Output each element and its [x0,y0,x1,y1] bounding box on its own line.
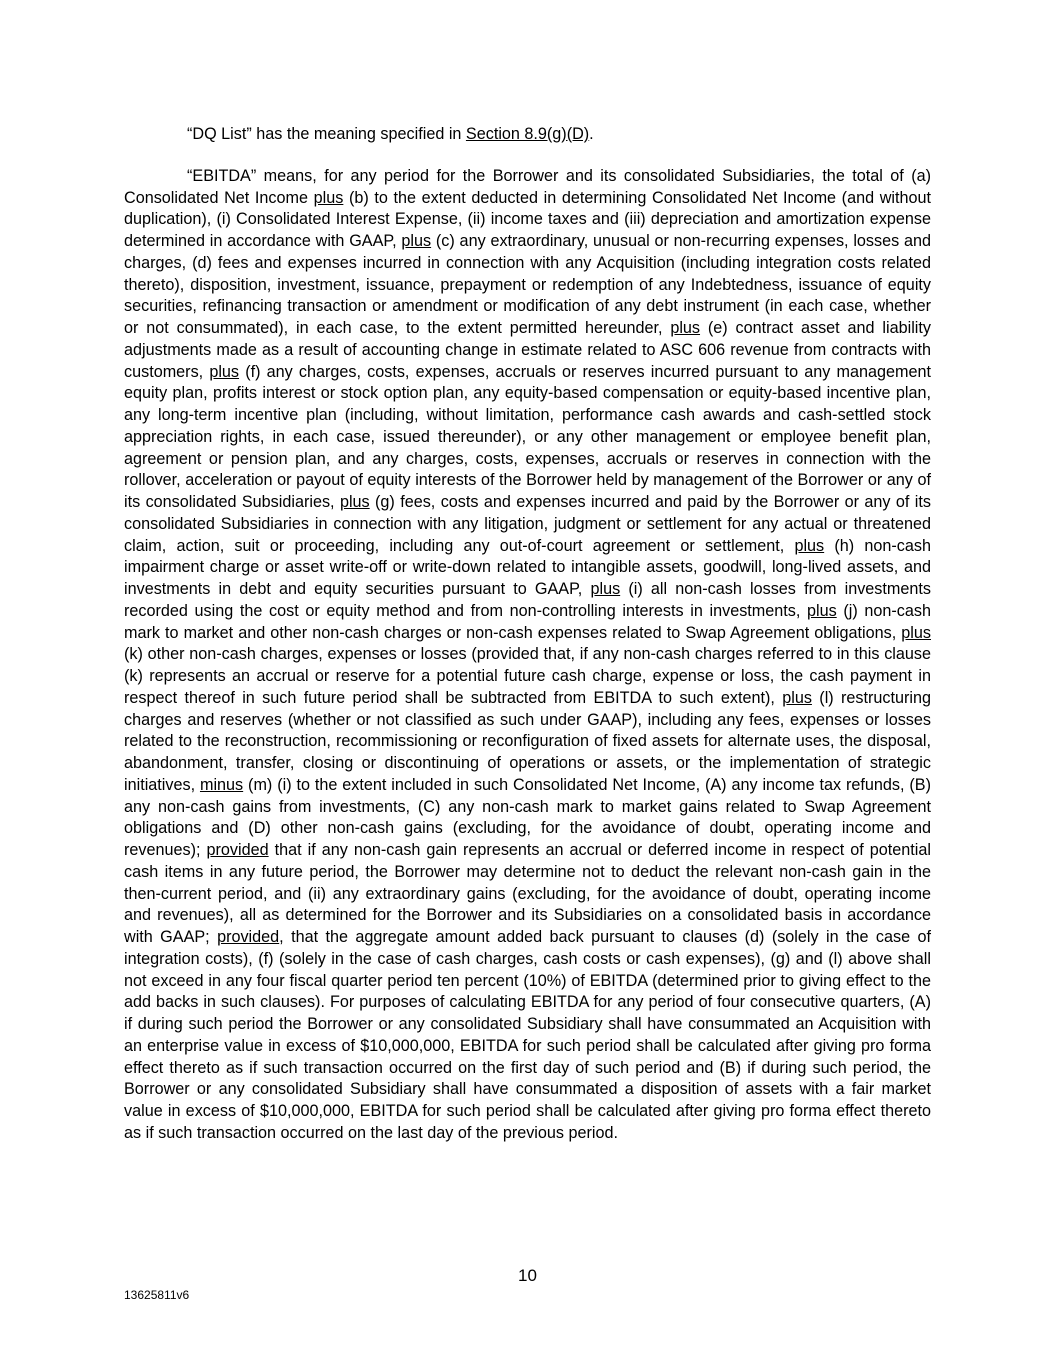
underlined-term: plus [401,232,432,250]
text-run: (k) other non-cash charges, expenses or losses (provided that, if any non-cash charges referred to in this clause (k) represents an accrual or reserve for a potential future cash charge, expense or loss, the cash payment in respect thereof in such future period shall be subtracted from EBITDA to such extent), [124,645,931,707]
underlined-term: plus [209,362,240,381]
text-run: “DQ List” has the meaning specified in [187,125,466,143]
text-run: (f) any charges, costs, expenses, accruals or reserves incurred pursuant to any management equity plan, profits interest or stock option plan, any equity-based compensation or equity-based incentive plan, any long-term incentive plan (including, without limitation, performance cash awards and cash-settled stock appreciation rights, in each case, issued thereunder), or any other management or employee benefit plan, agreement or pension plan, and any charges, costs, expenses, accruals or reserves in connection with the rollover, acceleration or payout of equity interests of the Borrower held by management of the Borrower or any of its consolidated Subsidiaries, [124,362,931,511]
text-run: (g) fees, costs and expenses incurred and paid by the Borrower or any of its consolidated Subsidiaries in connection with any litigation, judgment or settlement for any actual or threatened claim, action, suit or proceeding, including any out-of-court agreement or settlement, [124,493,931,555]
definition-dq-list [124,124,931,146]
underlined-term: plus [670,319,701,337]
text-run: (e) contract asset and liability adjustments made as a result of accounting change in estimate related to ASC 606 revenue from contracts with customers, [124,319,931,381]
underlined-term: plus [794,536,825,555]
underlined-term: provided [206,841,269,859]
text-run: (j) non-cash mark to market and other non-cash charges or non-cash expenses related to Swap Agreement obligations, [124,601,931,642]
page-number: 10 [518,1266,537,1285]
underlined-term: plus [590,580,621,598]
underlined-term: plus [901,623,931,642]
text-run: , that the aggregate amount added back pursuant to clauses (d) (solely in the case of integration costs), (f) (solely in the case of cash charges, cash costs or cash expenses), (g) and (l) above shall not exceed in any four fiscal quarter period ten percent (10%) of EBITDA (determined prior to giving effect to the add backs in such clauses). For purposes of calculating EBITDA for any period of four consecutive quarters, (A) if during such period the Borrower or any consolidated Subsidiary shall have consummated an Acquisition with an enterprise value in excess of $10,000,000, EBITDA for such period shall be calculated after giving pro forma effect thereto as if such transaction occurred on the first day of such period and (B) if during such period, the Borrower or any consolidated Subsidiary shall have consummated a disposition of assets with a fair market value in excess of $10,000,000, EBITDA for such period shall be calculated after giving pro forma effect thereto as if such transaction occurred on the last day of the previous period. [124,928,931,1142]
document-id: 13625811v6 [124,1288,190,1302]
text-run: (m) (i) to the extent included in such Consolidated Net Income, (A) any income tax refunds, (B) any non-cash gains from investments, (C) any non-cash mark to market gains related to Swap Agreement obligations and (D) other non-cash gains (excluding, for the avoidance of doubt, operating income and revenues); [124,775,931,859]
text-run: (c) any extraordinary, unusual or non-recurring expenses, losses and charges, (d) fees and expenses incurred in connection with any Acquisition (including integration costs related thereto), disposition, investment, issuance, prepayment or redemption of any Indebtedness, issuance of equity securities, refinancing transaction or amendment or modification of any debt instrument (in each case, whether or not consummated), in each case, to the extent permitted hereunder, [124,232,931,337]
text-run: (b) to the extent deducted in determining Consolidated Net Income (and without duplication), (i) Consolidated Interest Expense, (ii) income taxes and (iii) depreciation and amortization expense determined in accordance with GAAP, [124,188,931,250]
document-body [124,124,931,1145]
text-run: that if any non-cash gain represents an accrual or deferred income in respect of potential cash items in any future period, the Borrower may determine not to deduct the relevant non-cash gain in the then-current period, and (ii) any extraordinary gains (excluding, for the avoidance of doubt, operating income and revenues), all as determined for the Borrower and its Subsidiaries on a consolidated basis in accordance with GAAP; [124,841,931,946]
underlined-term: provided [217,928,280,946]
definition-ebitda [124,166,931,1145]
underlined-term: minus [199,775,244,794]
underlined-term: plus [339,493,370,511]
text-run: “EBITDA” means, for any period for the Borrower and its consolidated Subsidiaries, the total of (a) Consolidated Net Income [124,166,931,207]
underlined-term: Section 8.9(g)(D) [465,125,590,143]
underlined-term: plus [807,601,837,620]
text-run: . [589,125,594,143]
text-run: (h) non-cash impairment charge or asset write-off or write-down related to intangible assets, goodwill, long-lived assets, and investments in debt and equity securities pursuant to GAAP, [124,536,932,598]
text-run: (l) restructuring charges and reserves (whether or not classified as such under GAAP), including any fees, expenses or losses related to the reconstruction, recommissioning or reconfiguration of fixed assets for alternate uses, the disposal, abandonment, transfer, closing or discontinuing of operations or assets, or the implementation of strategic initiatives, [124,688,932,794]
text-run: (i) all non-cash losses from investments recorded using the cost or equity method and from non-controlling interests in investments, [124,580,931,620]
underlined-term: plus [782,688,812,707]
underlined-term: plus [313,188,344,207]
